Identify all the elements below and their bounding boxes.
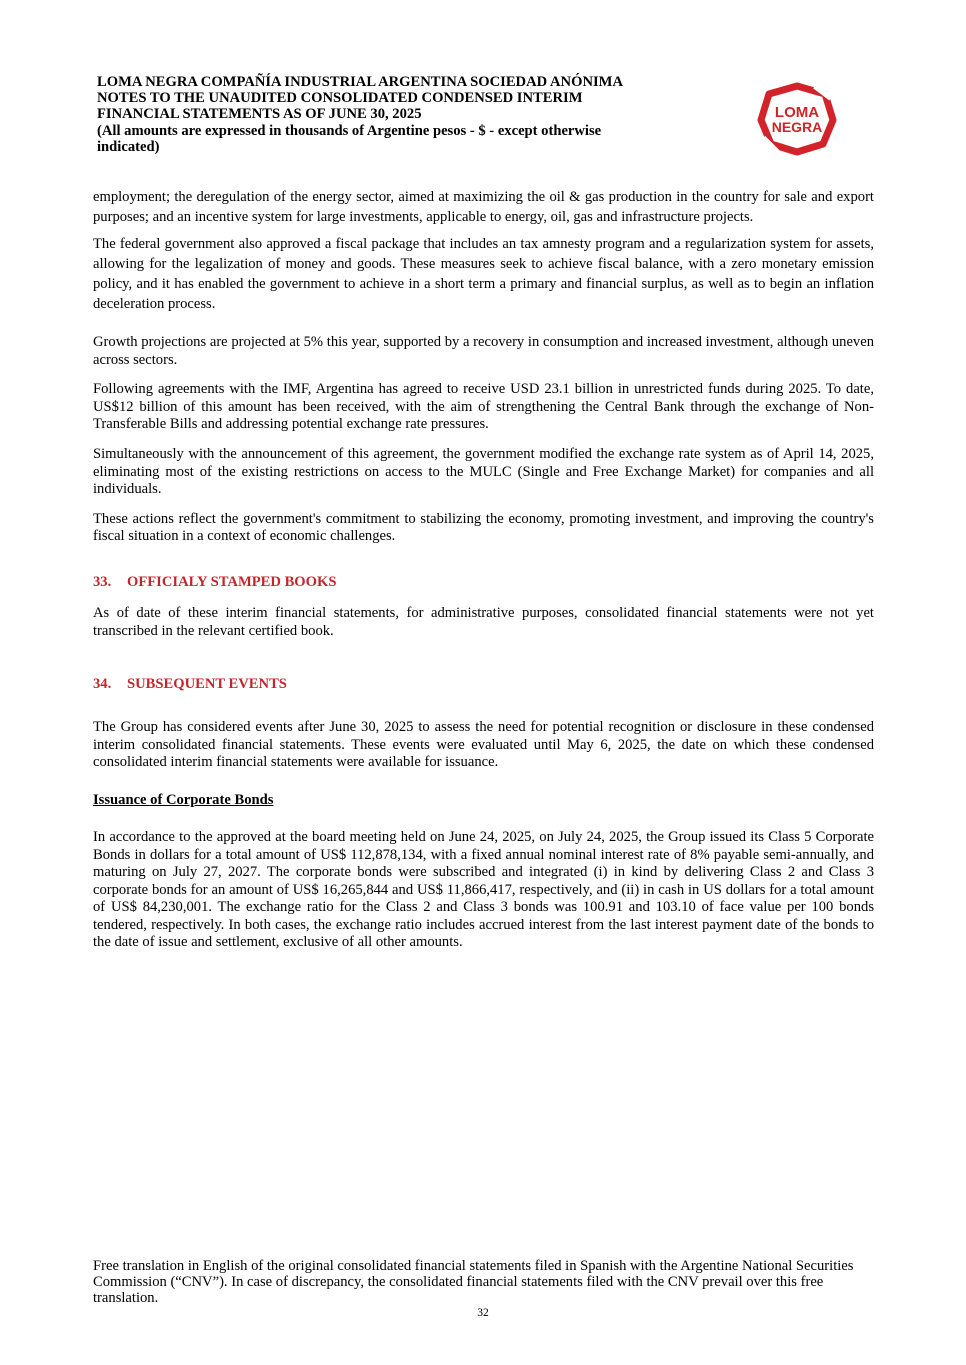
section-34-heading [93, 676, 874, 693]
header-amounts-note-cont: indicated) [97, 138, 160, 155]
page-number: 32 [477, 1307, 489, 1319]
paragraph-corporate-bonds: In accordance to the approved at the board meeting held on June 24, 2025, on July 24, 2025, the Group issued its Class 5 Corporate Bonds in dollars for a total amount of US$ 112,878,134, with a fixed annual nominal interest rate of 8% payable semi-annually, and maturing on July 27, 2027. The corporate bonds were subscribed and integrated (i) in kind by delivering Class 2 and Class 3 corporate bonds for an amount of US$ 16,265,844 and US$ 11,866,417, respectively, and (ii) in cash in US dollars for a total amount of US$ 84,230,001. The exchange ratio for the Class 2 and Class 3 bonds was 100.91 and 103.10 of face value per 100 bonds tendered, respectively. In both cases, the exchange ratio includes accrued interest from the last interest payment date of the bonds to the date of issue and settlement, exclusive of all other amounts. [93, 828, 874, 951]
subheading-corporate-bonds: Issuance of Corporate Bonds [93, 791, 274, 808]
header-statements-date: FINANCIAL STATEMENTS AS OF JUNE 30, 2025 [97, 106, 422, 123]
header-amounts-note: (All amounts are expressed in thousands of Argentine pesos - $ - except otherwise [97, 122, 602, 139]
document-body [93, 187, 874, 952]
footer-translation-note: Free translation in English of the original consolidated financial statements filed in Spanish with the Argentine National Securities Commission (“CNV”). In case of discrepancy, the consolidated financial statements filed with the CNV prevail over this free translation. [93, 1258, 854, 1307]
logo-text-loma: LOMA [774, 104, 820, 121]
section-34-title: SUBSEQUENT EVENTS [127, 676, 287, 693]
logo-text-negra: NEGRA [771, 119, 823, 135]
header-notes-title: NOTES TO THE UNAUDITED CONSOLIDATED CONDENSED INTERIM [97, 90, 583, 107]
paragraph-growth: Growth projections are projected at 5% this year, supported by a recovery in consumption and increased investment, although uneven across sectors. [93, 334, 874, 368]
paragraph-exchange-rate: Simultaneously with the announcement of this agreement, the government modified the exchange rate system as of April 14, 2025, eliminating most of the existing restrictions on access to the MULC (Single and Free Exchange Market) for companies and all individuals. [93, 445, 874, 498]
paragraph-commitment: These actions reflect the government's commitment to stabilizing the economy, promoting investment, and improving the country's fiscal situation in a context of economic challenges. [93, 510, 874, 545]
document-header [97, 74, 717, 155]
header-company-name: LOMA NEGRA COMPAÑÍA INDUSTRIAL ARGENTINA SOCIEDAD ANÓNIMA [97, 74, 623, 90]
section-33-heading [93, 574, 874, 591]
paragraph-employment: employment; the deregulation of the energy sector, aimed at maximizing the oil & gas production in the country for sale and export purposes; and an incentive system for large investments, applicable to energy, oil, gas and infrastructure projects. [93, 189, 874, 225]
loma-negra-logo [757, 80, 837, 156]
paragraph-imf: Following agreements with the IMF, Argentina has agreed to receive USD 23.1 billion in unrestricted funds during 2025. To date, US$12 billion of this amount has been received, with the aim of strengthening the Central Bank through the exchange of Non-Transferable Bills and addressing potential exchange rate pressures. [93, 381, 874, 433]
section-33-title: OFFICIALY STAMPED BOOKS [127, 573, 337, 590]
section-34-number: 34. [93, 676, 112, 693]
section-34-text: The Group has considered events after June 30, 2025 to assess the need for potential recognition or disclosure in these condensed interim consolidated financial statements. These events were evaluated until May 6, 2025, the date on which these condensed consolidated interim financial statements were available for issuance. [93, 719, 874, 771]
paragraph-fiscal-package: The federal government also approved a fiscal package that includes an tax amnesty program and a regularization system for assets, allowing for the legalization of money and goods. These measures seek to achieve fiscal balance, with a zero monetary emission policy, and it has enabled the government to achieve in a short term a primary and financial surplus, as well as to begin an inflation deceleration process. [93, 236, 874, 312]
section-33-text: As of date of these interim financial statements, for administrative purposes, consolidated financial statements were not yet transcribed in the relevant certified book. [93, 604, 874, 639]
section-33-number: 33. [93, 573, 112, 590]
